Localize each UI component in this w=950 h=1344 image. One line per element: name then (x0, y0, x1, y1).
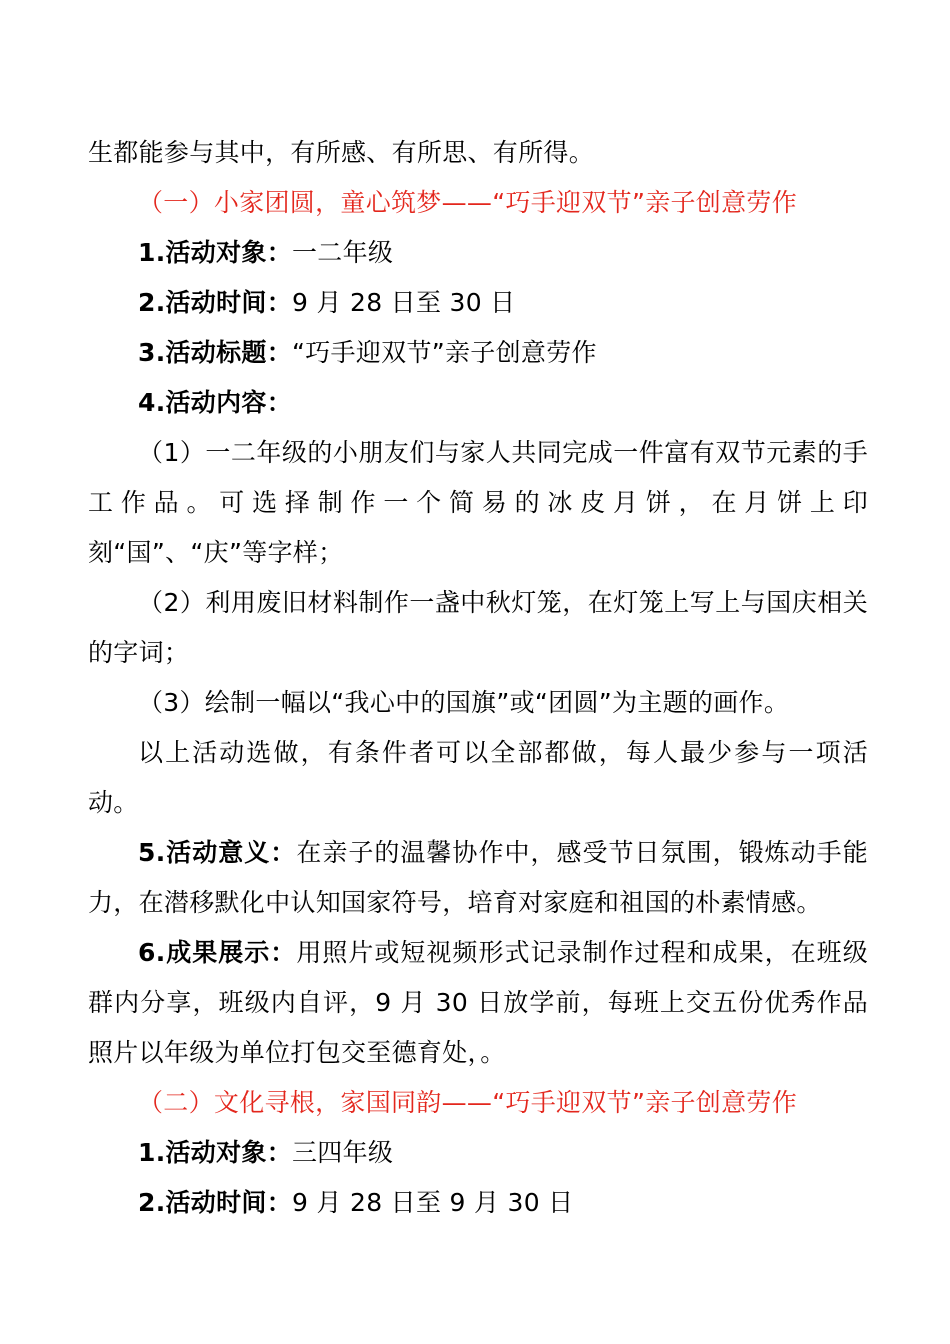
section1-note: 以上活动选做，有条件者可以全部都做，每人最少参与一项活动。 (88, 738, 868, 817)
section1-content (88, 378, 868, 428)
section1-target-value: 一二年级 (292, 238, 394, 267)
section2-heading: （二）文化寻根，家国同韵——“巧手迎双节”亲子创意劳作 (138, 1088, 798, 1117)
section1-time (88, 278, 868, 328)
section2-time (88, 1178, 868, 1228)
section1-target-label: 1.活动对象： (138, 238, 292, 267)
section1-title-value: “巧手迎双节”亲子创意劳作 (292, 338, 597, 367)
section1-item-2: （2）利用废旧材料制作一盏中秋灯笼，在灯笼上写上与国庆相关的字词； (88, 588, 868, 667)
section1-title-label: 3.活动标题： (138, 338, 292, 367)
section2-time-value: 9 月 28 日至 9 月 30 日 (292, 1188, 574, 1217)
section2-time-label: 2.活动时间： (138, 1188, 292, 1217)
section1-show-label: 6.成果展示： (138, 938, 297, 967)
section1-item-3: （3）绘制一幅以“我心中的国旗”或“团圆”为主题的画作。 (138, 688, 790, 717)
section1-meaning (88, 828, 868, 928)
section1-title (88, 328, 868, 378)
section1-show-value: 用照片或短视频形式记录制作过程和成果，在班级群内分享，班级内自评，9 月 30 日放学前，每班上交五份优秀作品照片以年级为单位打包交至德育处，。 (88, 938, 868, 1067)
section1-heading: （一）小家团圆，童心筑梦——“巧手迎双节”亲子创意劳作 (138, 188, 798, 217)
section2-target-value: 三四年级 (292, 1138, 394, 1167)
section1-time-value: 9 月 28 日至 30 日 (292, 288, 516, 317)
intro-tail-paragraph: 生都能参与其中，有所感、有所思、有所得。 (88, 138, 595, 167)
section2-target (88, 1128, 868, 1178)
section1-meaning-value: 在亲子的温馨协作中，感受节日氛围，锻炼动手能力，在潜移默化中认知国家符号，培育对家庭和祖国的朴素情感。 (88, 838, 868, 917)
section1-show (88, 928, 868, 1078)
section1-content-label: 4.活动内容： (138, 388, 292, 417)
section1-target (88, 228, 868, 278)
document-body (88, 128, 868, 1228)
section2-target-label: 1.活动对象： (138, 1138, 292, 1167)
section1-time-label: 2.活动时间： (138, 288, 292, 317)
section1-meaning-label: 5.活动意义： (138, 838, 297, 867)
section1-item-1: （1）一二年级的小朋友们与家人共同完成一件富有双节元素的手工作品。可选择制作一个简易的冰皮月饼，在月饼上印刻“国”、“庆”等字样； (88, 438, 868, 567)
